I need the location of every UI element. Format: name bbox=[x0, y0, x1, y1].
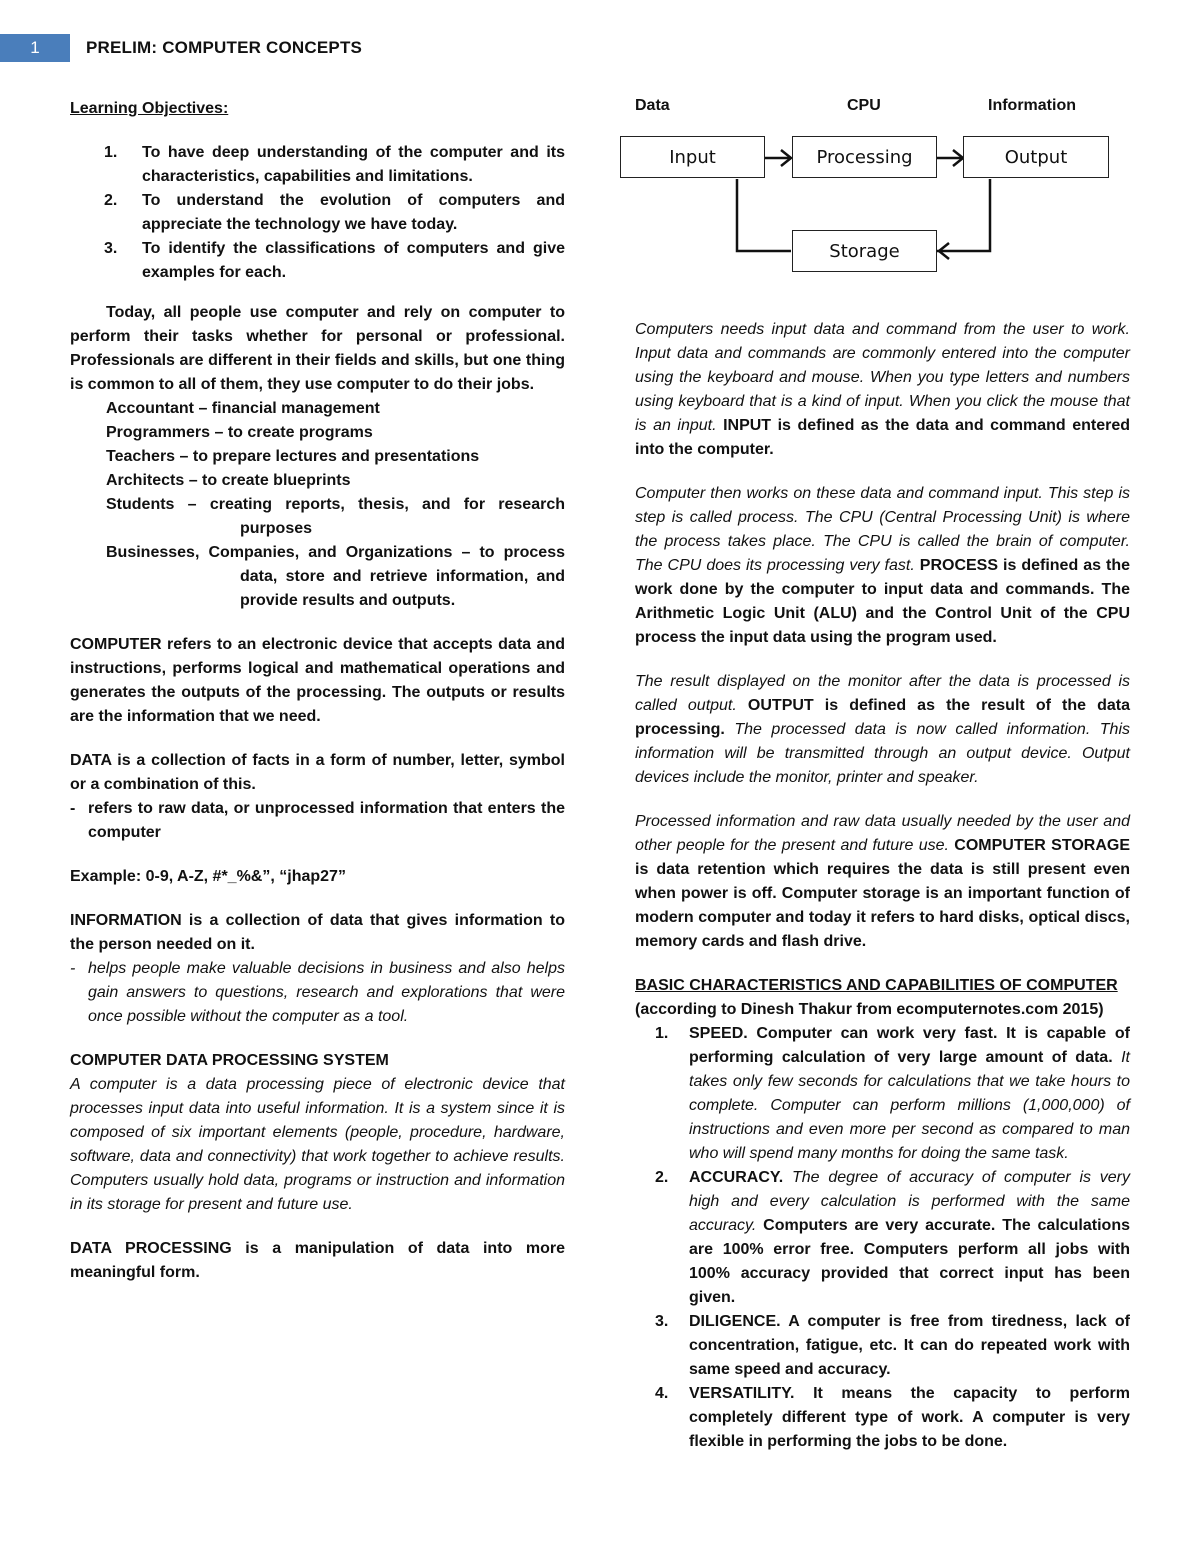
text-bold: DILIGENCE. A computer is free from tiredness, lack of concentration, fatigue, etc. It can do repeated work with same speed and accuracy. bbox=[689, 1313, 1130, 1378]
profession-item: Programmers – to create programs bbox=[106, 424, 373, 441]
information-bullet bbox=[70, 957, 565, 1029]
cdps-heading: COMPUTER DATA PROCESSING SYSTEM bbox=[70, 1052, 389, 1069]
ipo-diagram bbox=[615, 97, 1135, 287]
objectives-list bbox=[70, 141, 565, 285]
text-italic: The result displayed on the monitor after the data is processed is called output. bbox=[635, 673, 1130, 714]
text-italic: It takes only few seconds for calculations that we take hours to complete. Computer can perform millions (1,000,000) of instructions and even more per second as compared to man who will spend many months for doing the same task. bbox=[689, 1049, 1130, 1162]
bullet-dash: - bbox=[70, 960, 76, 977]
profession-item: Accountant – financial management bbox=[106, 400, 380, 417]
list-number: 1. bbox=[104, 144, 118, 161]
text-italic: Computers needs input data and command from the user to work. Input data and commands are commonly entered into the computer using the keyboard and mouse. When you type letters and numbers using keyboard that is a kind of input. When you click the mouse that is an input. bbox=[635, 321, 1130, 434]
list-item bbox=[70, 237, 565, 285]
data-processing-definition: DATA PROCESSING is a manipulation of data into more meaningful form. bbox=[70, 1240, 565, 1281]
intro-paragraph: Today, all people use computer and rely on computer to perform their tasks whether for personal or professional. Professionals are different in their fields and skills, but one thing is common to all of them, they use computer to do their jobs. bbox=[70, 304, 565, 393]
list-text: To understand the evolution of computers and appreciate the technology we have today. bbox=[142, 192, 565, 233]
characteristics-source: (according to Dinesh Thakur from ecomputernotes.com 2015) bbox=[635, 1001, 1104, 1018]
computer-definition: COMPUTER refers to an electronic device that accepts data and instructions, performs logical and mathematical operations and generates the outputs of the processing. The outputs or results are the information that we need. bbox=[70, 636, 565, 725]
data-bullet bbox=[70, 797, 565, 845]
list-number: 3. bbox=[104, 240, 118, 257]
profession-item: Architects – to create blueprints bbox=[106, 472, 351, 489]
list-text: To identify the classifications of computers and give examples for each. bbox=[142, 240, 565, 281]
bullet-text: helps people make valuable decisions in business and also helps gain answers to questions, research and explorations that were once possible without the computer as a tool. bbox=[88, 960, 565, 1025]
text-bold: INPUT is defined as the data and command entered into the computer. bbox=[635, 417, 1130, 458]
page-title: PRELIM: COMPUTER CONCEPTS bbox=[86, 38, 363, 57]
page-number: 1 bbox=[0, 34, 70, 62]
cdps-paragraph: A computer is a data processing piece of electronic device that processes input data into useful information. It is a system since it is composed of six important elements (people, procedure, hardware, software, data and connectivity) that work together to achieve results. Computers usually hold data, programs or instruction and information in its storage for present and future use. bbox=[70, 1076, 565, 1213]
professions-list bbox=[70, 397, 565, 613]
text-italic: The processed data is now called information. This information will be transmitted through an output device. Output devices include the monitor, printer and speaker. bbox=[635, 721, 1130, 786]
profession-item: Teachers – to prepare lectures and presentations bbox=[106, 448, 480, 465]
list-number: 3. bbox=[655, 1313, 669, 1330]
bullet-dash: - bbox=[70, 800, 76, 817]
input-box: Input bbox=[620, 136, 765, 178]
characteristics-list bbox=[635, 1022, 1130, 1454]
profession-item: Businesses, Companies, and Organizations – to process data, store and retrieve information, and provide results and outputs. bbox=[106, 544, 565, 609]
list-number: 4. bbox=[655, 1385, 669, 1402]
storage-box: Storage bbox=[792, 230, 937, 272]
list-item bbox=[635, 1382, 1130, 1454]
list-number: 2. bbox=[104, 192, 118, 209]
diagram-label-information: Information bbox=[988, 97, 1076, 114]
text-bold: SPEED. Computer can work very fast. It is capable of performing calculation of very large amount of data. bbox=[689, 1025, 1130, 1066]
line-input-storage bbox=[737, 179, 791, 251]
list-item bbox=[70, 141, 565, 189]
text-italic: Processed information and raw data usually needed by the user and other people for the present and future use. bbox=[635, 813, 1130, 854]
characteristics-heading: BASIC CHARACTERISTICS AND CAPABILITIES OF COMPUTER bbox=[635, 977, 1118, 994]
list-item bbox=[70, 189, 565, 237]
right-column bbox=[635, 318, 1130, 1454]
text-italic: The degree of accuracy of computer is very high and every calculation is performed with the same accuracy. bbox=[689, 1169, 1130, 1234]
text-bold: VERSATILITY. It means the capacity to perform completely different type of work. A computer is very flexible in performing the jobs to be done. bbox=[689, 1385, 1130, 1450]
list-text: To have deep understanding of the computer and its characteristics, capabilities and limitations. bbox=[142, 144, 565, 185]
text-bold: ACCURACY. bbox=[689, 1169, 784, 1186]
input-paragraph bbox=[635, 318, 1130, 462]
text-bold: COMPUTER STORAGE is data retention which requires the data is still present even when power is off. Computer storage is an important function of modern computer and today it refers to hard disks, optical discs, memory cards and flash drive. bbox=[635, 837, 1130, 950]
data-example: Example: 0-9, A-Z, #*_%&”, “jhap27” bbox=[70, 868, 346, 885]
list-number: 2. bbox=[655, 1169, 669, 1186]
information-definition: INFORMATION is a collection of data that gives information to the person needed on it. bbox=[70, 912, 565, 953]
list-item bbox=[635, 1022, 1130, 1166]
left-column bbox=[70, 97, 565, 1285]
objectives-heading: Learning Objectives: bbox=[70, 100, 229, 117]
text-bold: OUTPUT is defined as the result of the data processing. bbox=[635, 697, 1130, 738]
diagram-label-cpu: CPU bbox=[847, 97, 881, 114]
processing-box: Processing bbox=[792, 136, 937, 178]
list-item bbox=[635, 1166, 1130, 1310]
text-italic: Computer then works on these data and command input. This step is step is called process. The CPU (Central Processing Unit) is where the process takes place. The CPU is called the brain of computer. The CPU does its processing very fast. bbox=[635, 485, 1130, 574]
list-number: 1. bbox=[655, 1025, 669, 1042]
profession-item: Students – creating reports, thesis, and for research purposes bbox=[106, 496, 565, 537]
output-box: Output bbox=[963, 136, 1109, 178]
text-bold: PROCESS is defined as the work done by the computer to input data and commands. The Arithmetic Logic Unit (ALU) and the Control Unit of the CPU process the input data using the program used. bbox=[635, 557, 1130, 646]
bullet-text: refers to raw data, or unprocessed information that enters the computer bbox=[88, 800, 565, 841]
text-bold: Computers are very accurate. The calculations are 100% error free. Computers perform all jobs with 100% accuracy provided that correct input has been given. bbox=[689, 1217, 1130, 1306]
list-item bbox=[635, 1310, 1130, 1382]
line-output-storage bbox=[937, 179, 990, 251]
data-definition: DATA is a collection of facts in a form of number, letter, symbol or a combination of this. bbox=[70, 752, 565, 793]
storage-paragraph bbox=[635, 810, 1130, 954]
diagram-label-data: Data bbox=[635, 97, 670, 114]
output-paragraph bbox=[635, 670, 1130, 790]
process-paragraph bbox=[635, 482, 1130, 650]
